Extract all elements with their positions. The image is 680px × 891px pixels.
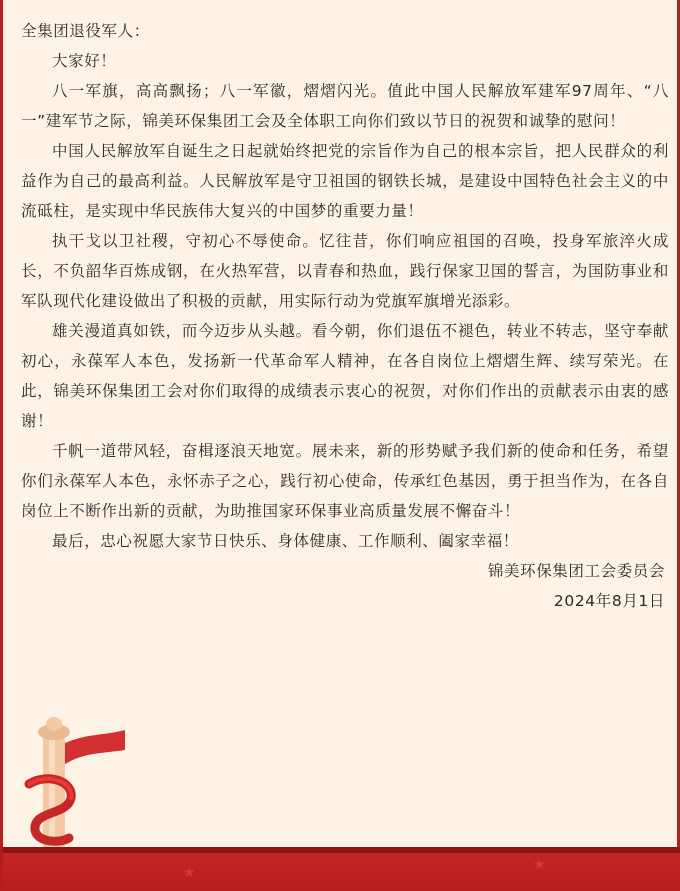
greeting: 大家好！ [52, 52, 117, 70]
paragraph-4: 雄关漫道真如铁，而今迈步从头越。看今朝，你们退伍不褪色，转业不转志，坚守奉献初心，永葆军人本色，发扬新一代革命军人精神，在各自岗位上熠熠生辉、续写荣光。在此，锦美环保集团工会对你们取得的成绩表示衷心的祝贺，对你们作出的贡献表示由衷的感谢！ [21, 322, 669, 430]
paragraph-2: 中国人民解放军自诞生之日起就始终把党的宗旨作为自己的根本宗旨，把人民群众的利益作为自己的最高利益。人民解放军是守卫祖国的钢铁长城，是建设中国特色社会主义的中流砥柱，是实现中华民族伟大复兴的中国梦的重要力量！ [21, 142, 669, 220]
paragraph-3: 执干戈以卫社稷，守初心不辱使命。忆往昔，你们响应祖国的召唤，投身军旅淬火成长，不负韶华百炼成钢，在火热军营，以青春和热血，践行保家卫国的誓言，为国防事业和军队现代化建设做出了积极的贡献，用实际行动为党旗军旗增光添彩。 [21, 232, 669, 310]
star-icon: ★ [533, 857, 546, 873]
paragraph-5: 千帆一道带风轻，奋楫逐浪天地宽。展未来，新的形势赋予我们新的使命和任务，希望你们永葆军人本色，永怀赤子之心，践行初心使命，传承红色基因，勇于担当作为，在各自岗位上不断作出新的贡献，为助推国家环保事业高质量发展不懈奋斗！ [21, 442, 669, 520]
footer-band-edge [3, 847, 680, 853]
footer-band [3, 847, 680, 891]
huabiao-pillar-with-red-ribbon-icon [19, 712, 129, 852]
signature: 锦美环保集团工会委员会 [487, 562, 665, 580]
date: 2024年8月1日 [553, 592, 665, 610]
star-icon: ★ [183, 865, 196, 881]
letter-body [21, 16, 669, 616]
paragraph-1: 八一军旗，高高飘扬；八一军徽，熠熠闪光。值此中国人民解放军建军97周年、“八一”建军节之际，锦美环保集团工会及全体职工向你们致以节日的祝贺和诚挚的慰问！ [21, 82, 669, 130]
salutation: 全集团退役军人： [21, 22, 150, 40]
paragraph-6: 最后，忠心祝愿大家节日快乐、身体健康、工作顺利、阖家幸福！ [52, 532, 519, 550]
